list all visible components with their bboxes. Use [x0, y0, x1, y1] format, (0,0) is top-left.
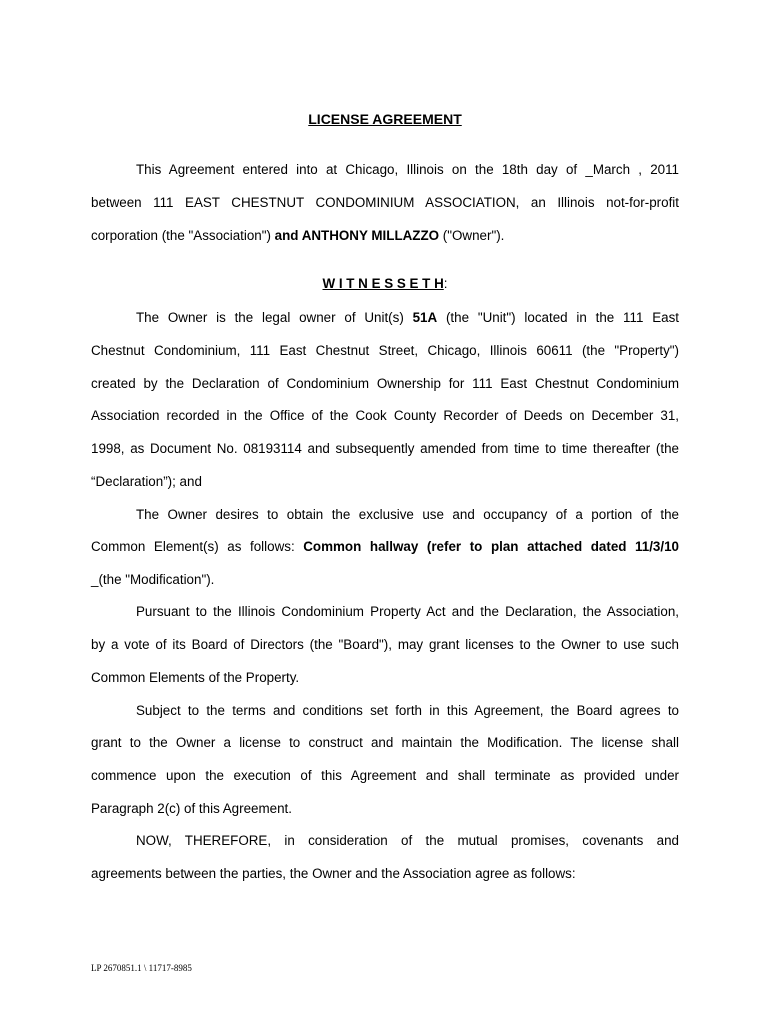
- para1-line-5: 1998, as Document No. 08193114 and subsequently amended from time to time thereafter (the: [91, 441, 679, 456]
- para2-line-2: [91, 537, 679, 557]
- para4-line-4: Paragraph 2(c) of this Agreement.: [91, 801, 292, 816]
- witnesseth-colon: :: [443, 276, 448, 291]
- para1-line-4: Association recorded in the Office of the Cook County Recorder of Deeds on December 31,: [91, 408, 679, 423]
- witnesseth-heading: [0, 274, 770, 294]
- para4-line-1: Subject to the terms and conditions set forth in this Agreement, the Board agrees to: [136, 703, 679, 718]
- document-footer-id: LP 2670851.1 \ 11717-8985: [91, 963, 192, 973]
- para5-line-2: agreements between the parties, the Owner and the Association agree as follows:: [91, 866, 576, 881]
- para3-line-3: Common Elements of the Property.: [91, 670, 300, 685]
- para4-line-3: commence upon the execution of this Agreement and shall terminate as provided under: [91, 768, 679, 783]
- para1-line-1: [136, 308, 679, 328]
- intro-line-3-end: ("Owner").: [439, 228, 505, 243]
- para1-line-2: Chestnut Condominium, 111 East Chestnut Street, Chicago, Illinois 60611 (the "Property"): [91, 343, 679, 358]
- para2-line-1: The Owner desires to obtain the exclusive use and occupancy of a portion of the: [136, 507, 679, 522]
- para1-line-6: “Declaration”); and: [91, 474, 202, 489]
- para5-line-1: NOW, THEREFORE, in consideration of the mutual promises, covenants and: [136, 833, 679, 848]
- para1-line-1-text: The Owner is the legal owner of Unit(s): [136, 310, 413, 325]
- modification-description: Common hallway (refer to plan attached dated 11/3/10: [303, 539, 679, 554]
- intro-line-3: [91, 226, 679, 246]
- intro-line-1: This Agreement entered into at Chicago, Illinois on the 18th day of _March , 2011: [136, 162, 679, 177]
- para3-line-2: by a vote of its Board of Directors (the "Board"), may grant licenses to the Owner to use such: [91, 637, 679, 652]
- para2-line-2-text: Common Element(s) as follows:: [91, 539, 304, 554]
- para1-line-3: created by the Declaration of Condominium Ownership for 111 East Chestnut Condominium: [91, 376, 679, 391]
- witnesseth-label: W I T N E S S E T H: [322, 276, 444, 291]
- para2-line-3: _(the "Modification").: [91, 572, 215, 587]
- document-title: LICENSE AGREEMENT: [308, 111, 462, 127]
- owner-name: and ANTHONY MILLAZZO: [274, 228, 440, 243]
- para1-line-1-end: (the "Unit") located in the 111 East: [437, 310, 679, 325]
- unit-number: 51A: [412, 310, 438, 325]
- intro-line-2: between 111 EAST CHESTNUT CONDOMINIUM ASSOCIATION, an Illinois not-for-profit: [91, 195, 679, 210]
- para3-line-1: Pursuant to the Illinois Condominium Property Act and the Declaration, the Association,: [136, 604, 679, 619]
- para4-line-2: grant to the Owner a license to construct and maintain the Modification. The license shall: [91, 735, 679, 750]
- intro-line-3-text: corporation (the "Association"): [91, 228, 275, 243]
